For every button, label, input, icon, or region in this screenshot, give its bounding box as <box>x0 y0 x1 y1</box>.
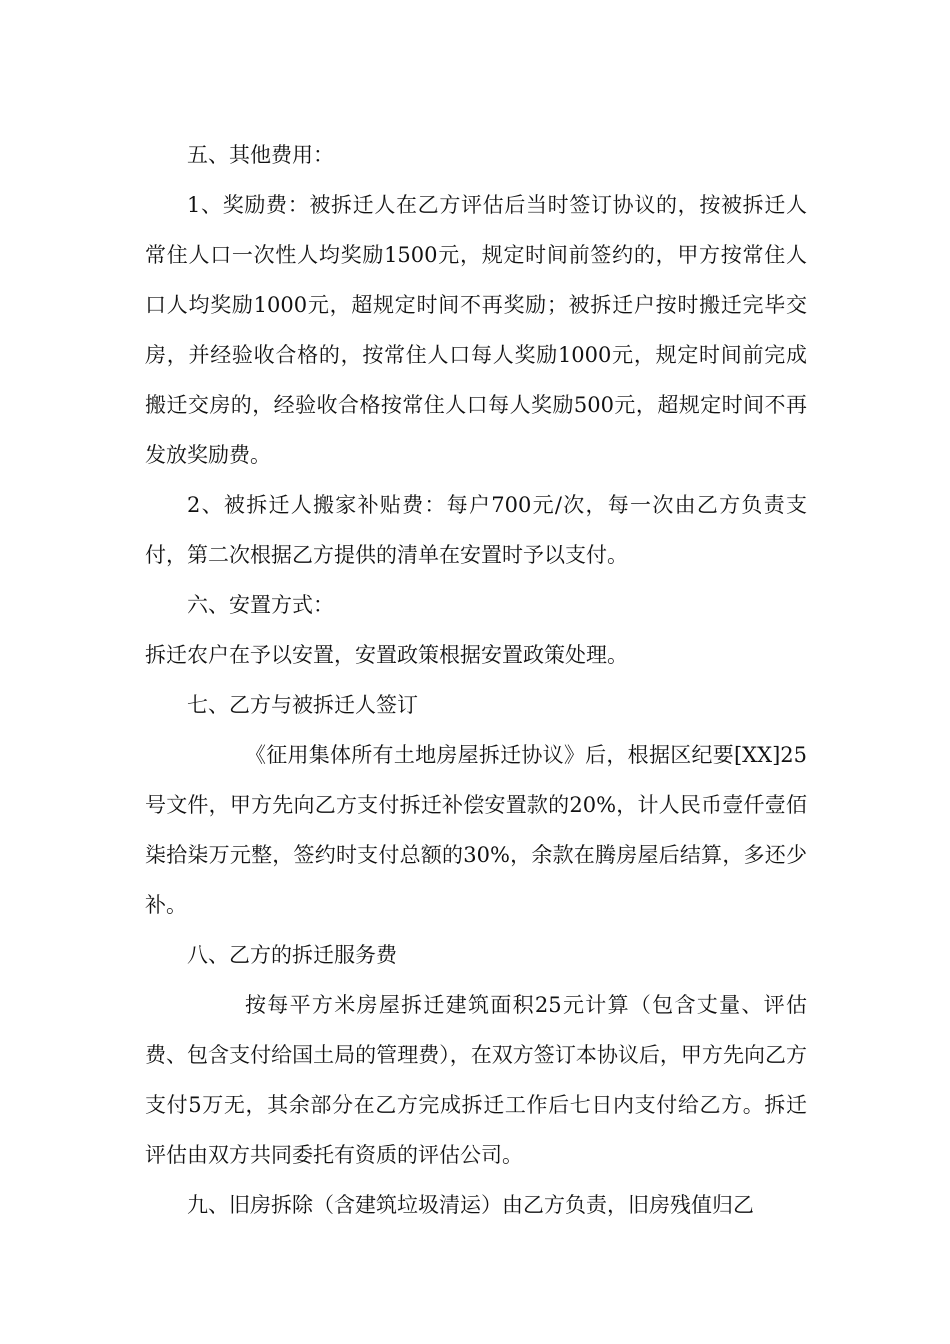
section-heading-eight: 八、乙方的拆迁服务费 <box>187 943 397 967</box>
paragraph-payment-terms: 《征用集体所有土地房屋拆迁协议》后，根据区纪要[XX]25号文件，甲方先向乙方支付拆迁补偿安置款的20%，计人民币壹仟壹佰柒拾柒万元整，签约时支付总额的30%，余款在腾房屋后结算，多还少补。 <box>145 743 807 917</box>
section-heading-seven: 七、乙方与被拆迁人签订 <box>187 693 418 717</box>
paragraph-resettlement: 拆迁农户在予以安置，安置政策根据安置政策处理。 <box>145 643 628 667</box>
paragraph-reward-fee: 1、奖励费：被拆迁人在乙方评估后当时签订协议的，按被拆迁人常住人口一次性人均奖励1500元，规定时间前签约的，甲方按常住人口人均奖励1000元，超规定时间不再奖励；被拆迁户按时搬迁完毕交房，并经验收合格的，按常住人口每人奖励1000元，规定时间前完成搬迁交房的，经验收合格按常住人口每人奖励500元，超规定时间不再发放奖励费。 <box>145 193 807 467</box>
document-body <box>145 130 807 1230</box>
section-heading-nine: 九、旧房拆除（含建筑垃圾清运）由乙方负责，旧房残值归乙 <box>187 1193 754 1217</box>
section-heading-five: 五、其他费用： <box>187 143 334 167</box>
section-heading-six: 六、安置方式： <box>187 593 334 617</box>
paragraph-service-fee: 按每平方米房屋拆迁建筑面积25元计算（包含丈量、评估费、包含支付给国土局的管理费），在双方签订本协议后，甲方先向乙方支付5万无，其余部分在乙方完成拆迁工作后七日内支付给乙方。拆迁评估由双方共同委托有资质的评估公司。 <box>145 993 807 1167</box>
paragraph-moving-subsidy: 2、被拆迁人搬家补贴费：每户700元/次，每一次由乙方负责支付，第二次根据乙方提供的清单在安置时予以支付。 <box>145 493 807 567</box>
